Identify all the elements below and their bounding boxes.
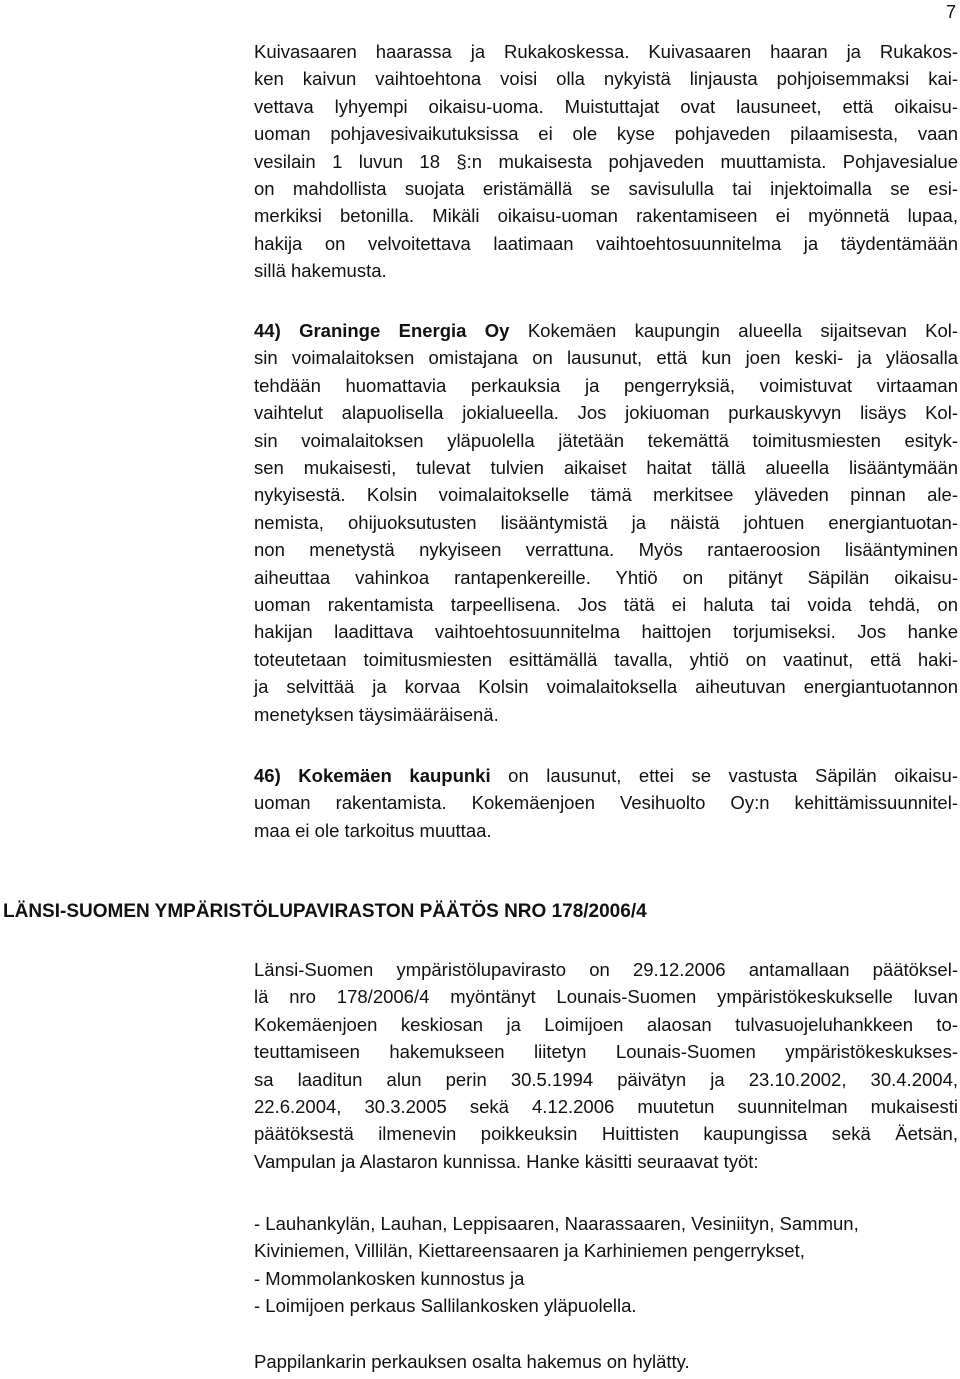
text-line: on mahdollista suojata eristämällä se savisululla tai injektoimalla se esi-	[254, 178, 958, 200]
works-list	[254, 1210, 958, 1320]
text-line: Kuivasaaren haarassa ja Rukakoskessa. Kuivasaaren haaran ja Rukakos-	[254, 41, 958, 62]
text-line: uoman pohjavesivaikutuksissa ei ole kyse pohjaveden pilaamisesta, vaan	[254, 123, 958, 145]
text-line: päätöksestä ilmenevin poikkeuksin Huittisten kaupungissa sekä Äetsän,	[254, 1123, 958, 1145]
text-line: Kokemäenjoen keskiosan ja Loimijoen alaosan tulvasuojeluhankkeen to-	[254, 1013, 958, 1035]
closing-sentence	[254, 1348, 958, 1375]
list-item: Kiviniemen, Villilän, Kiettareensaaren ja Karhiniemen pengerrykset,	[254, 1240, 805, 1262]
text-line: Pappilankarin perkauksen osalta hakemus on hylätty.	[254, 1351, 690, 1372]
text-line: non menetystä nykyiseen verrattuna. Myös rantaeroosion lisääntyminen	[254, 539, 958, 561]
text-line: sin voimalaitoksen yläpuolella jätetään tekemättä toimitusmiesten esityk-	[254, 429, 958, 451]
text-line: uoman rakentamista tarpeellisena. Jos tätä ei haluta tai voida tehdä, on	[254, 594, 958, 616]
text-line: Vampulan ja Alastaron kunnissa. Hanke käsitti seuraavat työt:	[254, 1150, 759, 1172]
list-item: - Lauhankylän, Lauhan, Leppisaaren, Naarassaaren, Vesiniityn, Sammun,	[254, 1213, 859, 1234]
paragraph-decision	[254, 956, 958, 1175]
list-item: - Loimijoen perkaus Sallilankosken yläpuolella.	[254, 1295, 637, 1317]
text-line: teuttamiseen hakemukseen liitetyn Lounais-Suomen ympäristökeskukses-	[254, 1041, 958, 1063]
text-line: sin voimalaitoksen omistajana on lausunut, että kun joen keski- ja yläosalla	[254, 347, 958, 369]
text-line: aiheuttaa vahinkoa rantapenkereille. Yhtiö on pitänyt Säpilän oikaisu-	[254, 566, 958, 588]
text-line: hakija on velvoitettava laatimaan vaihtoehtosuunnitelma ja täydentämään	[254, 232, 958, 254]
text-line: vettava lyhyempi oikaisu-uoma. Muistuttajat ovat lausuneet, että oikaisu-	[254, 95, 958, 117]
statement-author: 46) Kokemäen kaupunki	[254, 765, 491, 786]
text-line: sen mukaisesti, tulevat tulvien aikaiset haitat tällä alueella lisääntymään	[254, 457, 958, 479]
text-line	[254, 317, 958, 344]
text-segment: Kokemäen kaupungin alueella sijaitsevan Kol-	[509, 320, 959, 341]
text-line: sillä hakemusta.	[254, 260, 387, 282]
statement-author: 44) Graninge Energia Oy	[254, 320, 510, 341]
text-line: uoman rakentamista. Kokemäenjoen Vesihuolto Oy:n kehittämissuunnitel-	[254, 792, 958, 814]
text-line: tehdään huomattavia perkauksia ja pengerryksiä, voimistuvat virtaaman	[254, 374, 958, 396]
page-number: 7	[945, 2, 956, 22]
text-line: ken kaivun vaihtoehtona voisi olla nykyistä linjausta pohjoisemmaksi kai-	[254, 68, 958, 90]
text-line	[254, 762, 958, 789]
list-item: - Mommolankosken kunnostus ja	[254, 1267, 525, 1289]
text-line: nykyisestä. Kolsin voimalaitokselle tämä merkitsee yläveden pinnan ale-	[254, 484, 958, 506]
text-line: Länsi-Suomen ympäristölupavirasto on 29.12.2006 antamallaan päätöksel-	[254, 959, 958, 980]
text-line: hakijan laadittava vaihtoehtosuunnitelma haittojen torjumiseksi. Jos hanke	[254, 621, 958, 643]
text-line: vesilain 1 luvun 18 §:n mukaisesta pohjaveden muuttamista. Pohjavesialue	[254, 150, 958, 172]
text-line: menetyksen täysimääräisenä.	[254, 703, 499, 725]
text-line: toteutetaan toimitusmiesten esittämällä tavalla, yhtiö on vaatinut, että haki-	[254, 648, 958, 670]
text-line: merkiksi betonilla. Mikäli oikaisu-uoman rakentamiseen ei myönnetä lupaa,	[254, 205, 958, 227]
text-line: lä nro 178/2006/4 myöntänyt Lounais-Suomen ympäristökeskukselle luvan	[254, 986, 958, 1008]
paragraph-objection-oikaisu-uoma	[254, 38, 958, 285]
text-line: maa ei ole tarkoitus muuttaa.	[254, 819, 492, 841]
section-heading: LÄNSI-SUOMEN YMPÄRISTÖLUPAVIRASTON PÄÄTÖS NRO 178/2006/4	[3, 901, 647, 922]
text-line: 22.6.2004, 30.3.2005 sekä 4.12.2006 muutetun suunnitelman mukaisesti	[254, 1096, 958, 1118]
text-line: vaihtelut alapuolisella jokialueella. Jos jokiuoman purkauskyvyn lisäys Kol-	[254, 402, 958, 424]
paragraph-kokemaen-kaupunki	[254, 762, 958, 844]
paragraph-graninge-energia	[254, 317, 958, 728]
text-line: ja selvittää ja korvaa Kolsin voimalaitoksella aiheutuvan energiantuotannon	[254, 676, 958, 698]
text-segment: on lausunut, ettei se vastusta Säpilän oikaisu-	[490, 765, 958, 786]
text-line: sa laaditun alun perin 30.5.1994 päivätyn ja 23.10.2002, 30.4.2004,	[254, 1068, 958, 1090]
text-line: nemista, ohijuoksutusten lisääntymistä ja näistä johtuen energiantuotan-	[254, 511, 958, 533]
